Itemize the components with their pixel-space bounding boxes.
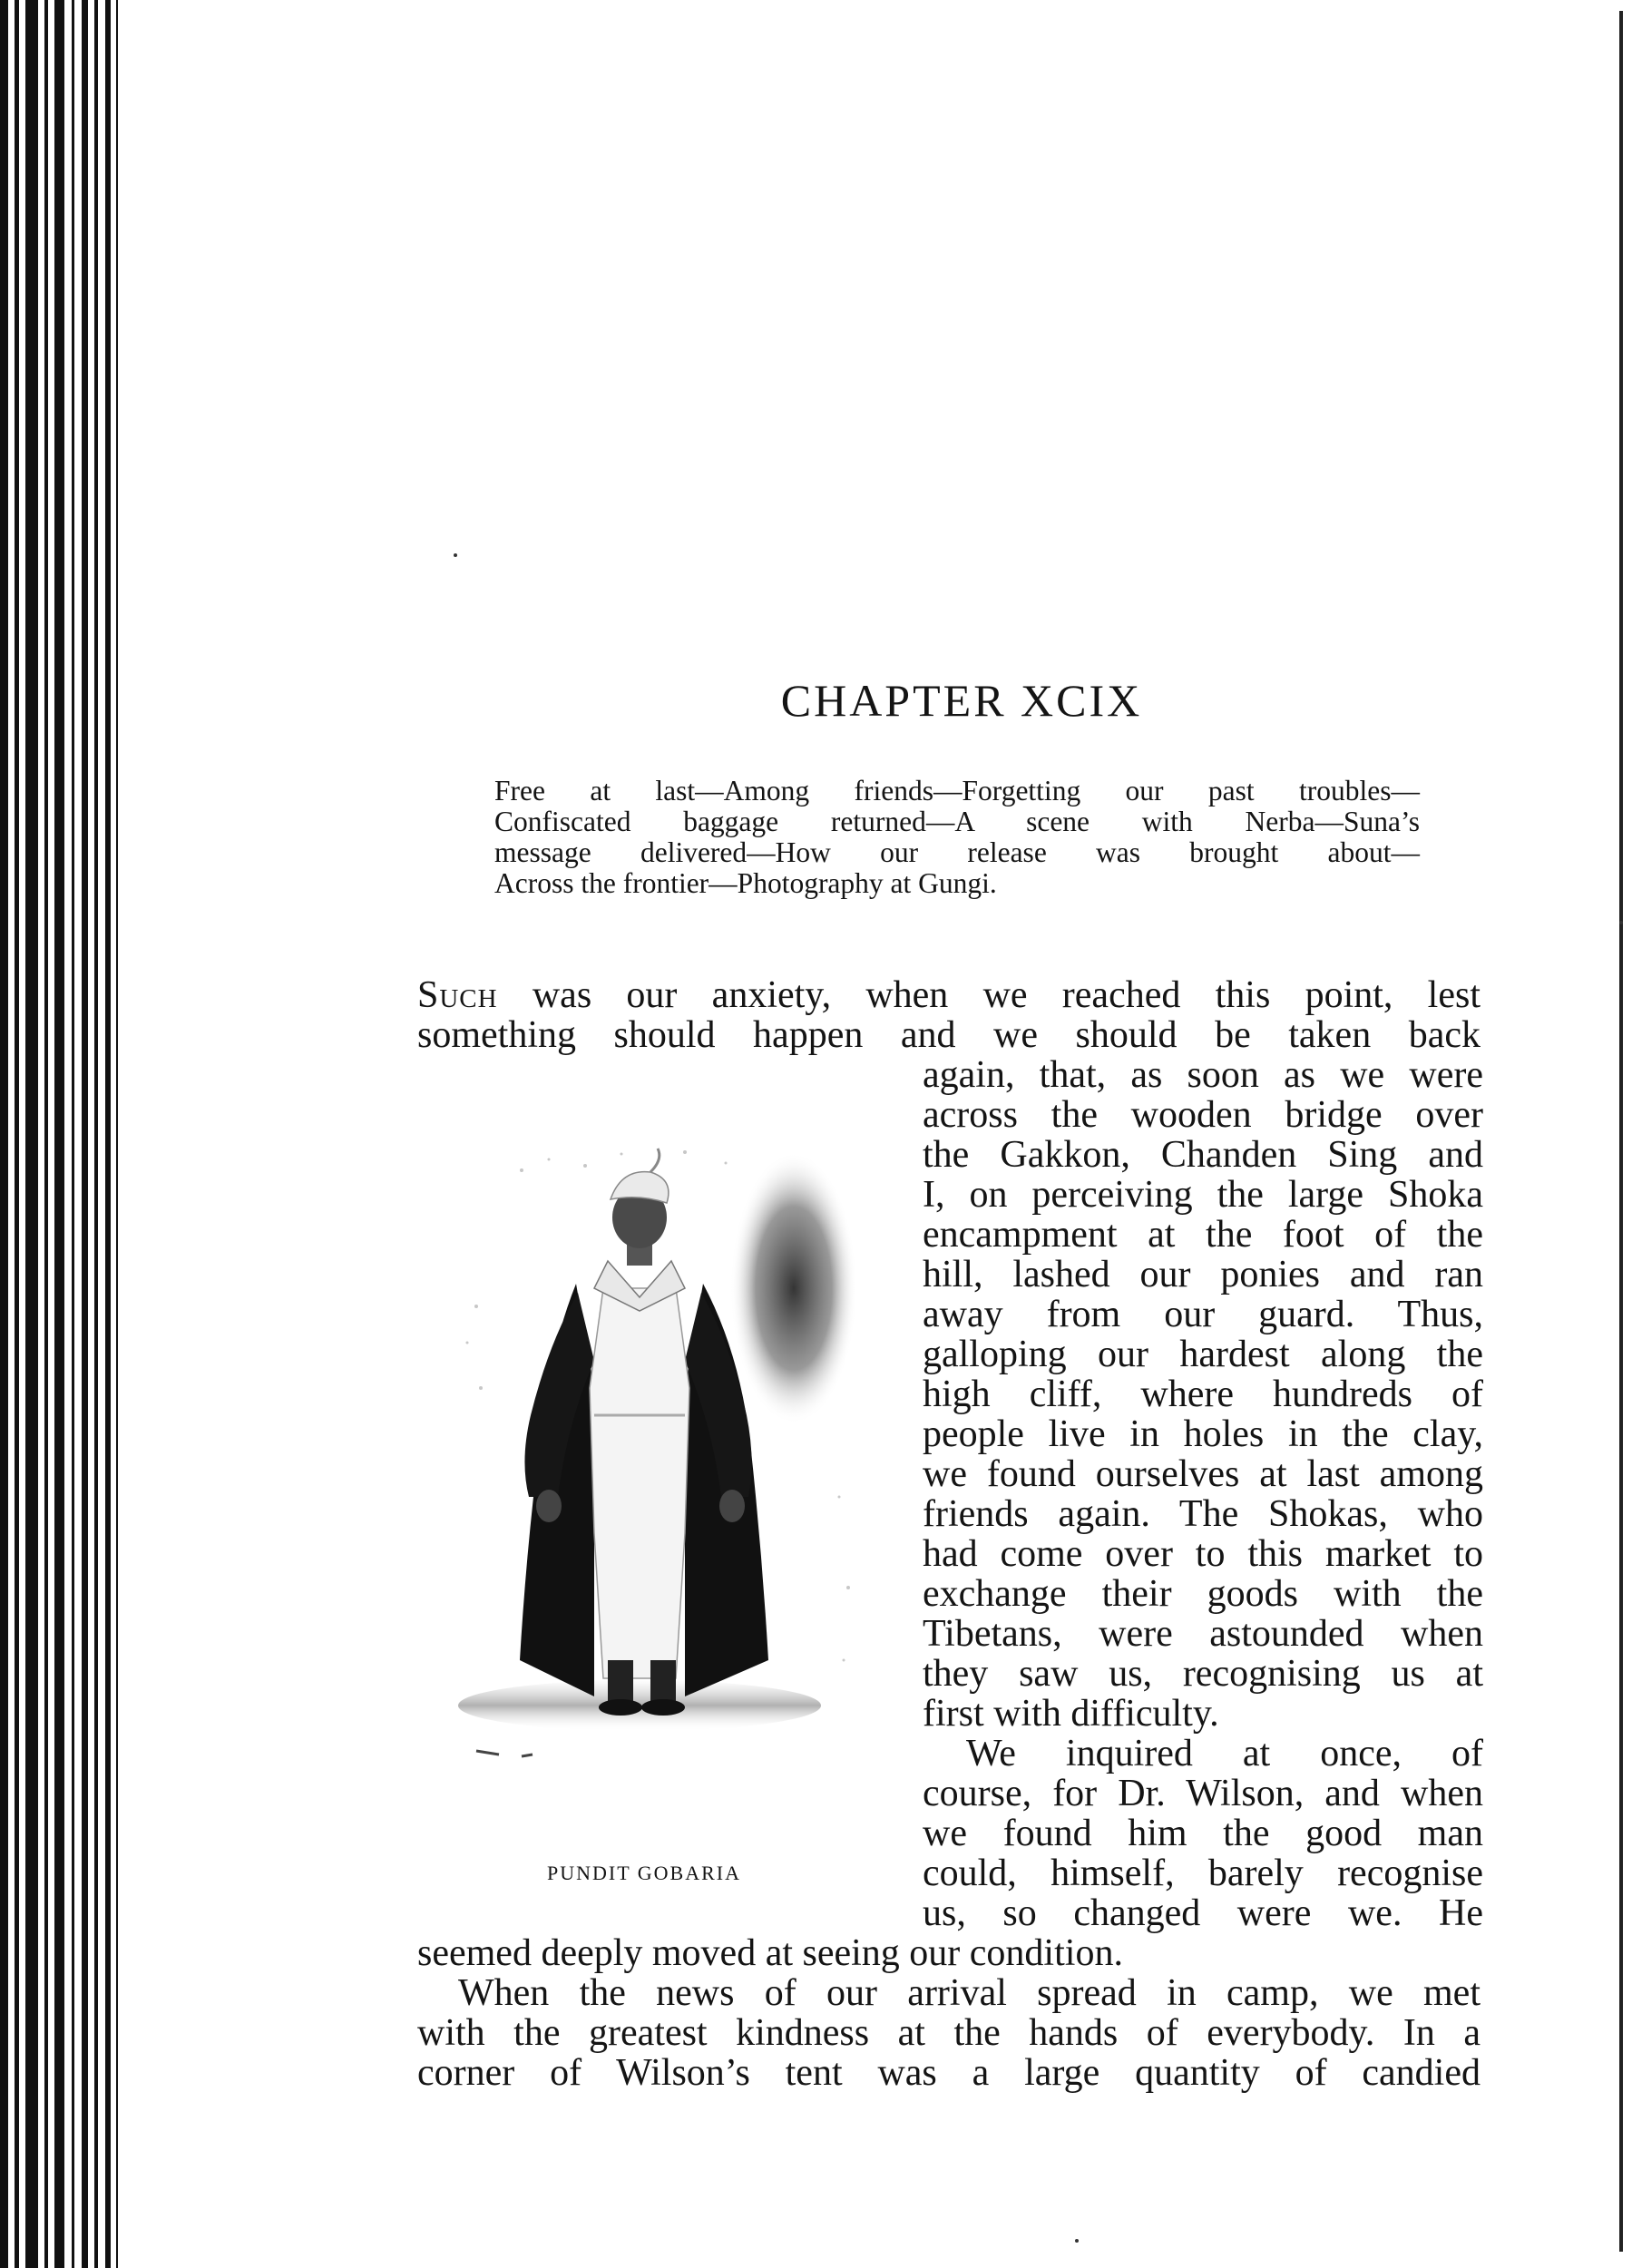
body-line: away from our guard. Thus,: [923, 1294, 1483, 1335]
body-line: could, himself, barely recognise: [923, 1853, 1483, 1894]
body-line: something should happen and we should be taken back: [417, 1014, 1481, 1056]
body-line: We inquired at once, of: [966, 1733, 1483, 1774]
body-line: Tibetans, were astounded when: [923, 1613, 1483, 1655]
body-line: had come over to this market to: [923, 1533, 1483, 1575]
scan-speck: [1619, 921, 1623, 924]
scan-speck: [454, 553, 457, 557]
portrait-illustration: [413, 1116, 884, 1769]
body-line: I, on perceiving the large Shoka: [923, 1174, 1483, 1216]
body-line: encampment at the foot of the: [923, 1214, 1483, 1256]
body-line: When the news of our arrival spread in camp, we met: [458, 1972, 1481, 2014]
summary-line: Across the frontier—Photography at Gungi.: [494, 867, 997, 899]
body-line: they saw us, recognising us at: [923, 1653, 1483, 1695]
body-line: hill, lashed our ponies and ran: [923, 1254, 1483, 1295]
body-line: galloping our hardest along the: [923, 1334, 1483, 1375]
body-line: course, for Dr. Wilson, and when: [923, 1773, 1483, 1814]
body-line: across the wooden bridge over: [923, 1094, 1483, 1136]
body-line: with the greatest kindness at the hands of everybody. In a: [417, 2012, 1481, 2054]
body-line: high cliff, where hundreds of: [923, 1374, 1483, 1415]
chapter-summary: [494, 776, 1420, 899]
body-line: corner of Wilson’s tent was a large quantity of candied: [417, 2052, 1481, 2094]
body-line: us, so changed were we. He: [923, 1892, 1483, 1934]
body-line: friends again. The Shokas, who: [923, 1493, 1483, 1535]
summary-line: Free at last—Among friends—Forgetting our past troubles—: [494, 775, 1420, 807]
body-line: we found him the good man: [923, 1813, 1483, 1854]
backdrop-shade: [730, 1152, 857, 1424]
body-line: again, that, as soon as we were: [923, 1054, 1483, 1096]
body-line: seemed deeply moved at seeing our condition.: [417, 1932, 1123, 1974]
scan-speck: [1075, 2239, 1079, 2243]
robed-figure: [520, 1149, 768, 1716]
body-line: exchange their goods with the: [923, 1573, 1483, 1615]
illustration-caption: PUNDIT GOBARIA: [547, 1862, 741, 1884]
page-edge-rule: [1619, 11, 1623, 2252]
chapter-title: CHAPTER XCIX: [780, 675, 1143, 726]
body-line: first with difficulty.: [923, 1693, 1219, 1735]
summary-line: Confiscated baggage returned—A scene with Nerba—Suna’s: [494, 806, 1420, 837]
binding-gutter: [0, 0, 127, 2268]
plate-marks: [476, 1751, 533, 1756]
body-line: the Gakkon, Chanden Sing and: [923, 1134, 1483, 1176]
body-line: Such was our anxiety, when we reached this point, lest: [417, 974, 1481, 1016]
opening-word: Such: [417, 974, 498, 1016]
summary-line: message delivered—How our release was brought about—: [494, 836, 1420, 868]
body-line: we found ourselves at last among: [923, 1453, 1483, 1495]
body-line: people live in holes in the clay,: [923, 1413, 1483, 1455]
